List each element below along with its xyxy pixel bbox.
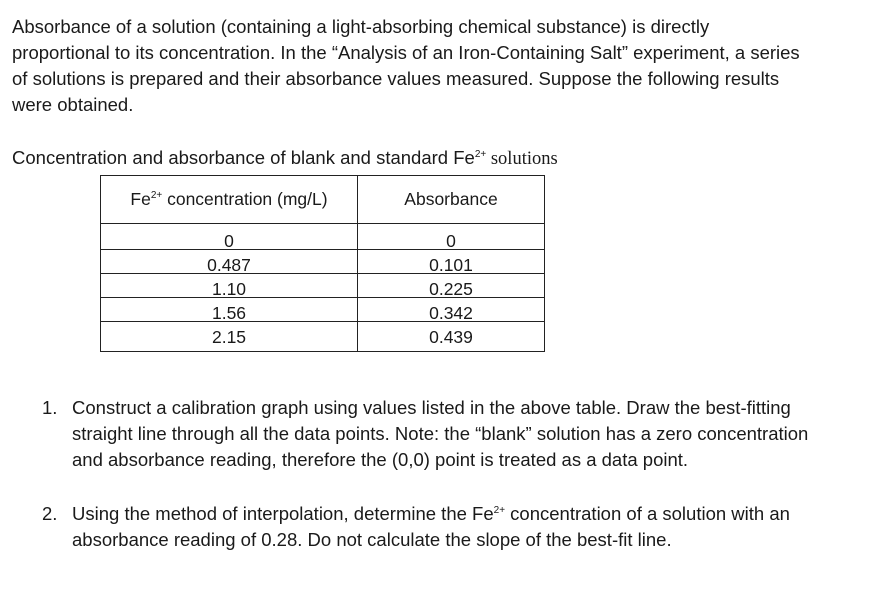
question-number: 1. — [42, 397, 58, 418]
concentration-cell: 1.10 — [211, 279, 247, 299]
header-concentration-sup: 2+ — [150, 190, 163, 201]
concentration-cell: 0.487 — [207, 255, 251, 275]
absorbance-cell: 0.225 — [429, 279, 473, 299]
concentration-column — [101, 224, 358, 352]
concentration-cell: 2.15 — [211, 327, 247, 347]
table-header-row — [101, 176, 545, 224]
absorbance-cell: 0.342 — [429, 303, 473, 323]
question-text-suffix: concentration of a solution with an absorbance reading of 0.28. Do not calculate the slope of the best-fit line. — [72, 503, 790, 550]
absorbance-cell: 0.101 — [429, 255, 473, 275]
question-item — [42, 395, 812, 473]
absorbance-cell: 0 — [446, 231, 456, 251]
table-row — [101, 224, 545, 352]
question-list — [42, 395, 812, 553]
data-table — [100, 175, 545, 352]
header-concentration-suffix: concentration (mg/L) — [162, 189, 328, 209]
intro-paragraph: Absorbance of a solution (containing a light-absorbing chemical substance) is directly proportional to its concentration. In the “Analysis of an Iron-Containing Salt” experiment, a series of solutions is prepared and their absorbance values measured. Suppose the following results were obtained. — [12, 16, 800, 115]
header-concentration — [101, 176, 358, 224]
question-text: Construct a calibration graph using values listed in the above table. Draw the best-fitting straight line through all the data points. Note: the “blank” solution has a zero concentration and absorbance reading, therefore the (0,0) point is treated as a data point. — [72, 397, 809, 470]
absorbance-column — [358, 224, 545, 352]
concentration-cell: 0 — [224, 231, 234, 251]
caption-suffix: solutions — [486, 149, 558, 169]
caption-prefix: Concentration and absorbance of blank and standard Fe — [12, 147, 475, 168]
header-absorbance: Absorbance — [358, 176, 545, 224]
question-text-prefix: Using the method of interpolation, determine the Fe — [72, 503, 494, 524]
caption-superscript: 2+ — [474, 149, 487, 160]
question-number: 2. — [42, 503, 58, 524]
question-item — [42, 501, 812, 553]
question-text-sup: 2+ — [493, 505, 506, 516]
table-caption — [12, 147, 558, 170]
absorbance-cell: 0.439 — [429, 327, 473, 347]
header-concentration-prefix: Fe — [130, 189, 151, 209]
concentration-cell: 1.56 — [211, 303, 247, 323]
